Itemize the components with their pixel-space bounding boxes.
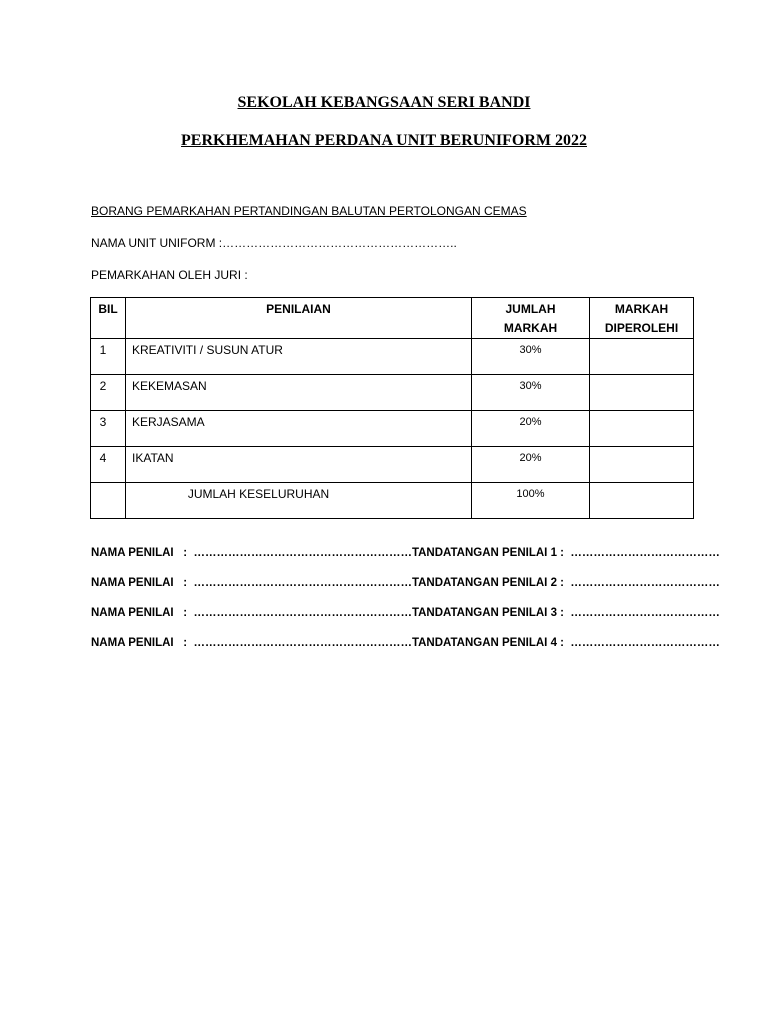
judging-label: PEMARKAHAN OLEH JURI : (91, 268, 248, 282)
assessor-name-dots: ………………………………………………… (193, 607, 412, 619)
assessor-name-dots: ………………………………………………… (193, 547, 412, 559)
total-label: JUMLAH KESELURUHAN (126, 483, 472, 519)
table-row (91, 339, 694, 375)
header-jumlah-line2: MARKAH (503, 321, 558, 335)
row-weight: 20% (472, 411, 590, 447)
scoring-table (90, 297, 694, 519)
header-markah-diperolehi (590, 298, 694, 339)
row-criteria: KEKEMASAN (126, 375, 472, 411)
row-bil: 4 (91, 447, 126, 483)
assessor-sign-label: TANDATANGAN PENILAI 4 : (411, 637, 571, 649)
row-weight: 20% (472, 447, 590, 483)
row-criteria: KERJASAMA (126, 411, 472, 447)
assessor-sign-label: TANDATANGAN PENILAI 2 : (411, 577, 571, 589)
row-criteria: KREATIVITI / SUSUN ATUR (126, 339, 472, 375)
assessor-sign-label: TANDATANGAN PENILAI 1 : (411, 547, 571, 559)
header-markah-line2: DIPEROLEHI (604, 321, 679, 335)
header-bil: BIL (91, 298, 126, 339)
header-penilaian: PENILAIAN (126, 298, 472, 339)
assessor-name-dots: ………………………………………………… (193, 637, 412, 649)
assessor-sign-dots: ………………………………… (570, 547, 720, 559)
assessor-sign-dots: ………………………………… (570, 577, 720, 589)
row-score-cell[interactable] (590, 375, 694, 411)
assessor-sign-dots: ………………………………… (570, 607, 720, 619)
table-row (91, 447, 694, 483)
row-score-cell[interactable] (590, 411, 694, 447)
row-score-cell[interactable] (590, 339, 694, 375)
assessor-line-1 (91, 547, 720, 559)
assessor-name-label: NAMA PENILAI : (91, 637, 194, 649)
header-jumlah-markah (472, 298, 590, 339)
header-markah-line1: MARKAH (614, 302, 669, 316)
assessor-name-label: NAMA PENILAI : (91, 607, 194, 619)
event-title: PERKHEMAHAN PERDANA UNIT BERUNIFORM 2022 (181, 132, 587, 149)
row-score-cell[interactable] (590, 447, 694, 483)
total-score-cell[interactable] (590, 483, 694, 519)
total-weight: 100% (472, 483, 590, 519)
assessor-sign-label: TANDATANGAN PENILAI 3 : (411, 607, 571, 619)
row-bil: 3 (91, 411, 126, 447)
unit-name-field: NAMA UNIT UNIFORM :………………………………………………….. (91, 236, 457, 250)
row-weight: 30% (472, 375, 590, 411)
row-criteria: IKATAN (126, 447, 472, 483)
row-weight: 30% (472, 339, 590, 375)
table-row (91, 411, 694, 447)
total-bil-empty (91, 483, 126, 519)
row-bil: 2 (91, 375, 126, 411)
assessor-line-2 (91, 577, 720, 589)
assessor-sign-dots: ………………………………… (570, 637, 720, 649)
table-row (91, 375, 694, 411)
assessor-line-3 (91, 607, 720, 619)
header-jumlah-line1: JUMLAH (505, 302, 556, 316)
table-total-row (91, 483, 694, 519)
assessor-line-4 (91, 637, 720, 649)
form-title: BORANG PEMARKAHAN PERTANDINGAN BALUTAN PERTOLONGAN CEMAS (91, 204, 527, 218)
assessor-name-dots: ………………………………………………… (193, 577, 412, 589)
row-bil: 1 (91, 339, 126, 375)
assessor-name-label: NAMA PENILAI : (91, 577, 194, 589)
assessor-name-label: NAMA PENILAI : (91, 547, 194, 559)
school-title: SEKOLAH KEBANGSAAN SERI BANDI (237, 94, 531, 111)
table-header-row (91, 298, 694, 339)
